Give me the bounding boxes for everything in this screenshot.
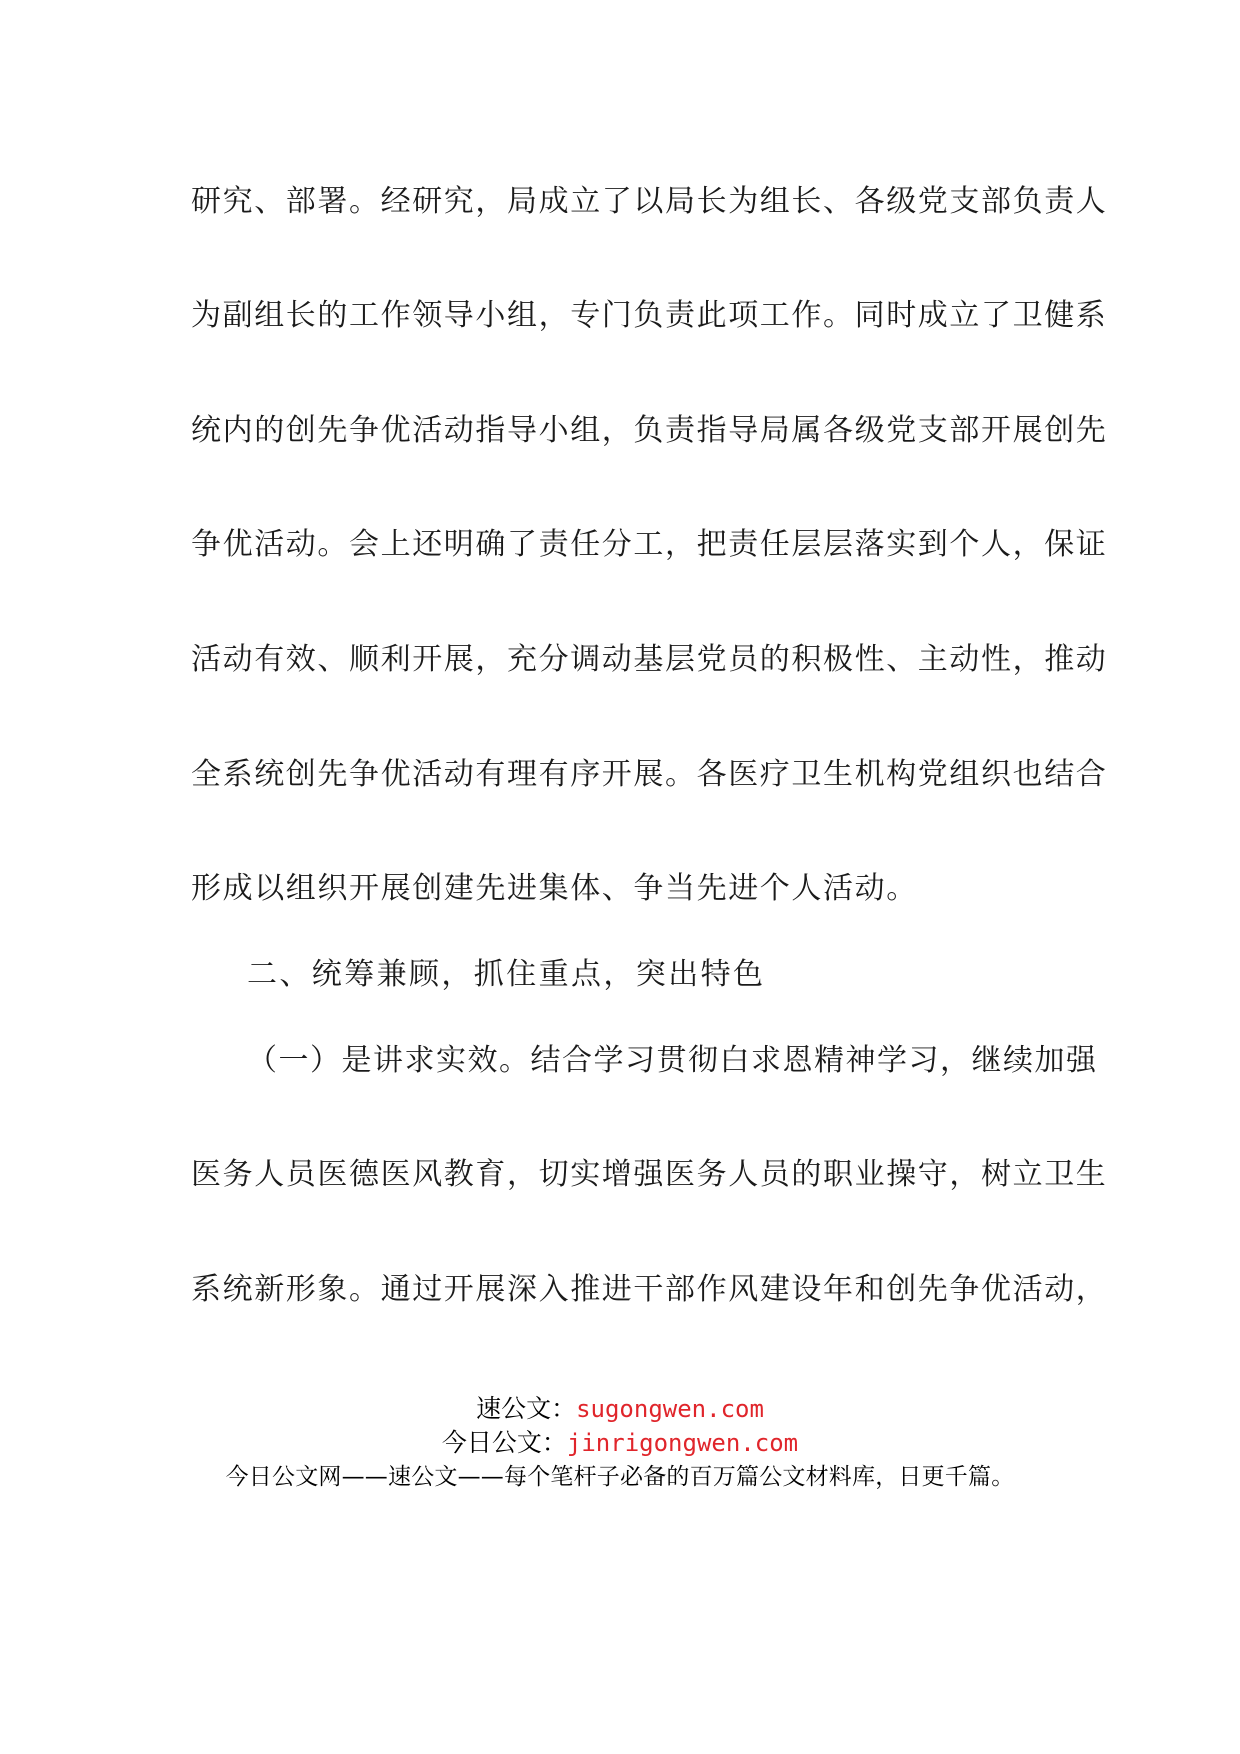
paragraph-line-2: 为副组长的工作领导小组，专门负责此项工作。同时成立了卫健系 (191, 298, 1108, 333)
paragraph-line-6: 全系统创先争优活动有理有序开展。各医疗卫生机构党组织也结合 (191, 757, 1108, 792)
paragraph-line-7: 形成以组织开展创建先进集体、争当先进个人活动。 (191, 871, 918, 906)
footer-site2-link[interactable]: jinrigongwen.com (566, 1429, 799, 1457)
paragraph-line-5: 活动有效、顺利开展，充分调动基层党员的积极性、主动性，推动 (191, 642, 1108, 677)
footer-site1 (0, 1394, 1240, 1424)
section-heading: 二、统筹兼顾，抓住重点，突出特色 (247, 957, 766, 992)
footer-tagline: 今日公文网——速公文——每个笔杆子必备的百万篇公文材料库，日更千篇。 (225, 1464, 1015, 1490)
footer-site2 (0, 1428, 1240, 1458)
footer-site2-label: 今日公文： (441, 1428, 567, 1457)
footer-site1-link[interactable]: sugongwen.com (576, 1395, 764, 1423)
paragraph-line-3: 统内的创先争优活动指导小组，负责指导局属各级党支部开展创先 (191, 413, 1108, 448)
footer-site1-label: 速公文： (476, 1394, 577, 1423)
subsection-line-2: 医务人员医德医风教育，切实增强医务人员的职业操守，树立卫生 (191, 1157, 1108, 1192)
subsection-line-1: （一）是讲求实效。结合学习贯彻白求恩精神学习，继续加强 (247, 1043, 1098, 1078)
paragraph-line-4: 争优活动。会上还明确了责任分工，把责任层层落实到个人，保证 (191, 527, 1108, 562)
subsection-line-3: 系统新形象。通过开展深入推进干部作风建设年和创先争优活动， (191, 1272, 1108, 1307)
paragraph-line-1: 研究、部署。经研究，局成立了以局长为组长、各级党支部负责人 (191, 184, 1108, 219)
